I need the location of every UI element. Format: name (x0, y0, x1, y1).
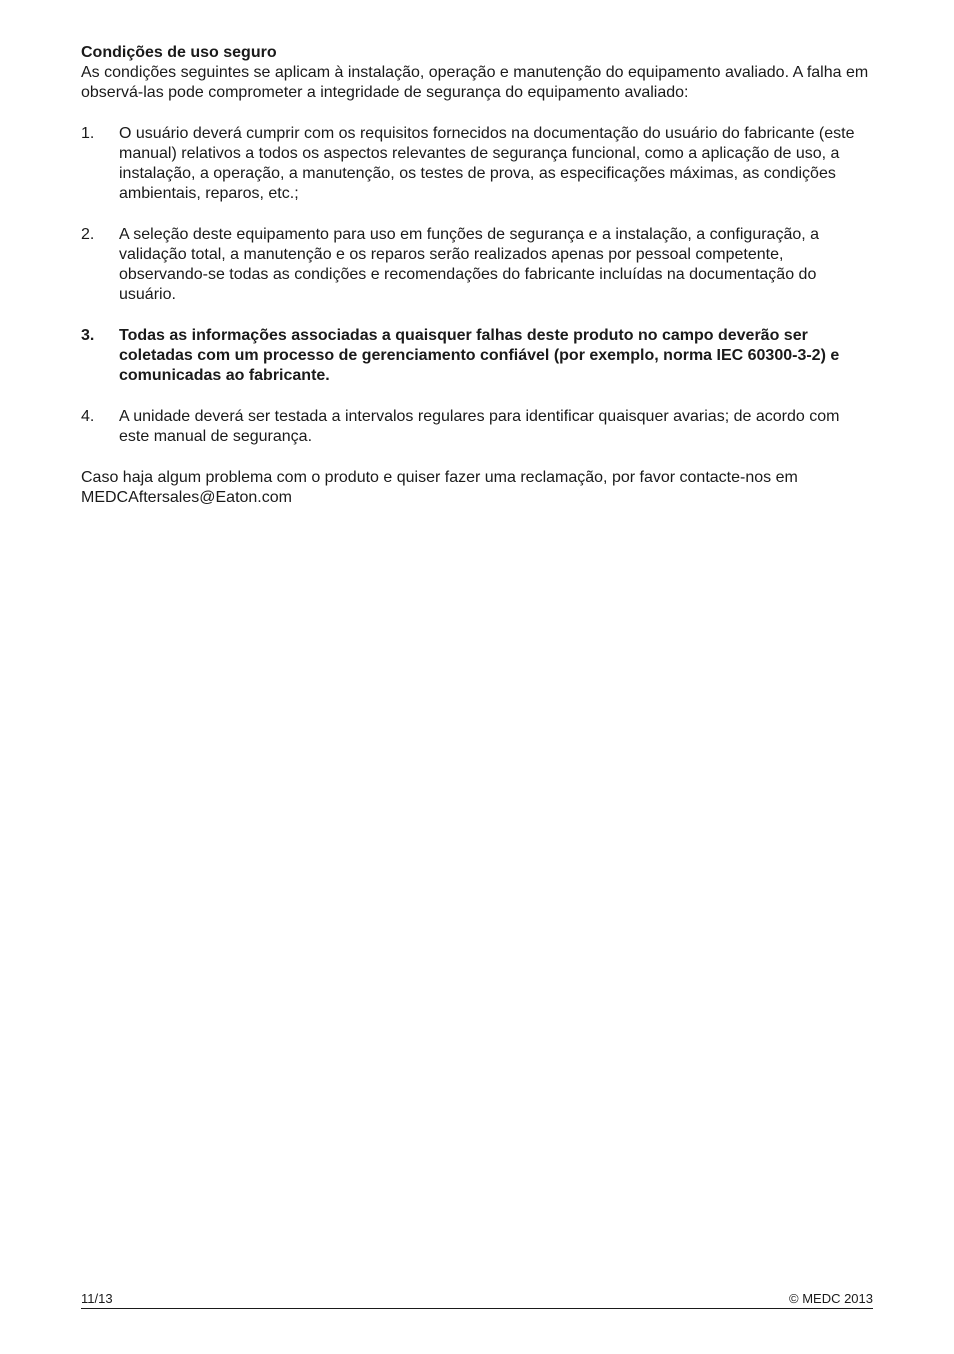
list-item-1 (81, 124, 873, 204)
intro-paragraph: As condições seguintes se aplicam à instalação, operação e manutenção do equipamento avaliado. A falha em observá-las pode comprometer a integridade de segurança do equipamento avaliado: (81, 64, 869, 101)
copyright-notice: © MEDC 2013 (789, 1291, 873, 1306)
list-item-text: Todas as informações associadas a quaisquer falhas deste produto no campo deverão ser coletadas com um processo de gerenciamento confiável (por exemplo, norma IEC 60300-3-2) e comunicadas ao fabricante. (119, 327, 840, 384)
closing-paragraph: Caso haja algum problema com o produto e quiser fazer uma reclamação, por favor contacte-nos em MEDCAftersales@Eaton.com (81, 469, 798, 506)
page-footer (81, 1291, 873, 1309)
page-number: 11/13 (81, 1291, 113, 1306)
list-item-2 (81, 225, 873, 305)
list-item-4 (81, 407, 873, 447)
list-item-number: 4. (81, 408, 95, 425)
list-item-text: O usuário deverá cumprir com os requisitos fornecidos na documentação do usuário do fabricante (este manual) relativos a todos os aspectos relevantes de segurança funcional, como a aplicação de uso, a instalação, a operação, a manutenção, os testes de prova, as especificações máximas, as condições ambientais, reparos, etc.; (119, 125, 855, 202)
list-item-number: 1. (81, 125, 95, 142)
list-item-number: 2. (81, 226, 95, 243)
list-item-number: 3. (81, 327, 95, 344)
list-item-text: A unidade deverá ser testada a intervalos regulares para identificar quaisquer avarias; de acordo com este manual de segurança. (119, 408, 840, 445)
list-item-text: A seleção deste equipamento para uso em funções de segurança e a instalação, a configuração, a validação total, a manutenção e os reparos serão realizados apenas por pessoal competente, observando-se todas as condições e recomendações do fabricante incluídas na documentação do usuário. (119, 226, 820, 303)
list-item-3 (81, 326, 873, 386)
section-title: Condições de uso seguro (81, 44, 277, 61)
document-body (81, 43, 873, 508)
